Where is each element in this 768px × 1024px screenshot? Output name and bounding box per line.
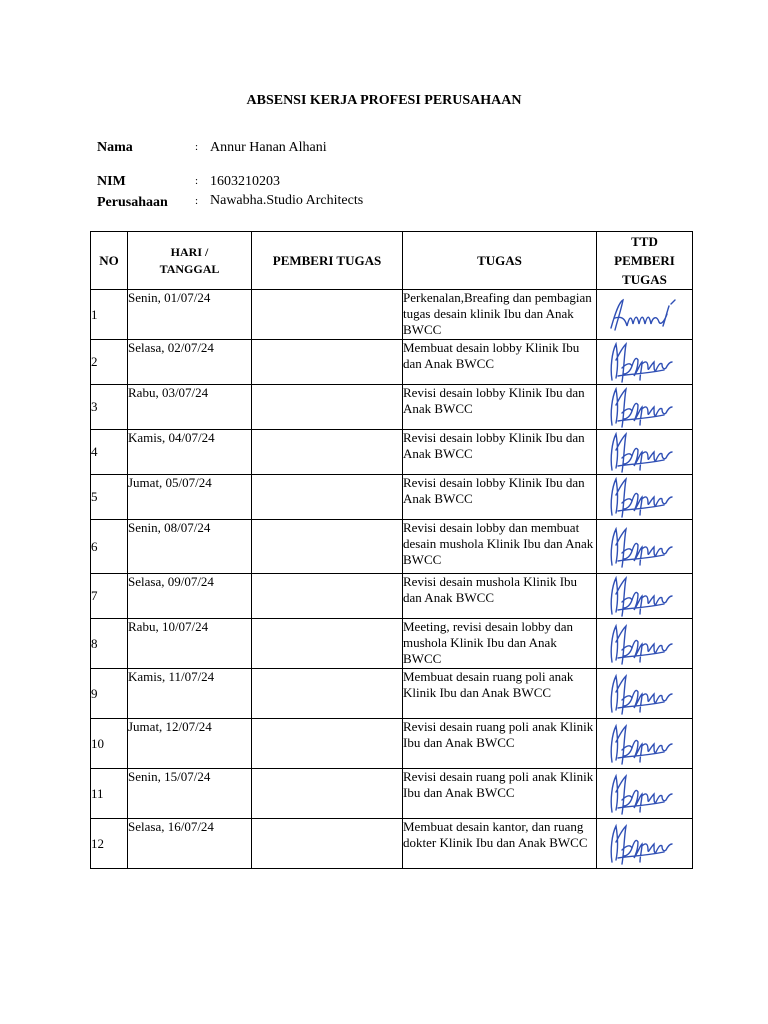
row-tugas: Membuat desain kantor, dan ruang dokter Klinik Ibu dan Anak BWCC xyxy=(403,819,597,869)
row-pemberi-tugas xyxy=(252,520,403,574)
row-no: 5 xyxy=(91,475,128,520)
nama-label: Nama xyxy=(97,140,133,155)
row-no: 4 xyxy=(91,430,128,475)
row-pemberi-tugas xyxy=(252,430,403,475)
table-row xyxy=(91,385,693,430)
signature-icon xyxy=(604,574,686,618)
row-pemberi-tugas xyxy=(252,290,403,340)
perusahaan-label: Perusahaan xyxy=(97,195,168,210)
signature-icon xyxy=(604,340,686,384)
row-hari-tanggal: Selasa, 09/07/24 xyxy=(128,574,252,619)
row-ttd-signature xyxy=(597,475,693,520)
row-hari-tanggal: Senin, 01/07/24 xyxy=(128,290,252,340)
row-tugas: Meeting, revisi desain lobby dan mushola Klinik Ibu dan Anak BWCC xyxy=(403,619,597,669)
row-hari-tanggal: Jumat, 12/07/24 xyxy=(128,719,252,769)
table-row xyxy=(91,769,693,819)
table-row xyxy=(91,574,693,619)
row-no: 2 xyxy=(91,340,128,385)
row-pemberi-tugas xyxy=(252,669,403,719)
header-no: NO xyxy=(91,232,128,290)
signature-icon xyxy=(604,475,686,519)
row-ttd-signature xyxy=(597,669,693,719)
row-no: 3 xyxy=(91,385,128,430)
row-ttd-signature xyxy=(597,769,693,819)
row-pemberi-tugas xyxy=(252,819,403,869)
row-hari-tanggal: Kamis, 11/07/24 xyxy=(128,669,252,719)
perusahaan-value: Nawabha.Studio Architects xyxy=(210,193,364,208)
row-hari-tanggal: Rabu, 10/07/24 xyxy=(128,619,252,669)
row-no: 8 xyxy=(91,619,128,669)
table-row xyxy=(91,430,693,475)
header-tanggal-line: TANGGAL xyxy=(159,261,220,276)
nim-value: 1603210203 xyxy=(210,174,280,189)
page-title: ABSENSI KERJA PROFESI PERUSAHAAN xyxy=(246,93,522,108)
row-pemberi-tugas xyxy=(252,385,403,430)
row-ttd-signature xyxy=(597,290,693,340)
row-tugas: Revisi desain mushola Klinik Ibu dan Anak BWCC xyxy=(403,574,597,619)
row-no: 6 xyxy=(91,520,128,574)
table-row xyxy=(91,819,693,869)
row-tugas: Revisi desain lobby Klinik Ibu dan Anak BWCC xyxy=(403,430,597,475)
header-hari-line: HARI / xyxy=(170,244,209,259)
signature-icon xyxy=(604,722,686,766)
row-no: 10 xyxy=(91,719,128,769)
row-hari-tanggal: Kamis, 04/07/24 xyxy=(128,430,252,475)
signature-icon xyxy=(604,430,686,474)
row-ttd-signature xyxy=(597,385,693,430)
header-ttd xyxy=(597,232,693,290)
nama-value: Annur Hanan Alhani xyxy=(210,140,327,155)
row-hari-tanggal: Senin, 08/07/24 xyxy=(128,520,252,574)
row-no: 9 xyxy=(91,669,128,719)
header-pemberi-tugas: PEMBERI TUGAS xyxy=(252,232,403,290)
row-no: 1 xyxy=(91,290,128,340)
row-no: 7 xyxy=(91,574,128,619)
row-ttd-signature xyxy=(597,819,693,869)
header-ttd-line2: PEMBERI xyxy=(614,253,675,268)
row-tugas: Revisi desain ruang poli anak Klinik Ibu dan Anak BWCC xyxy=(403,769,597,819)
row-tugas: Revisi desain lobby Klinik Ibu dan Anak BWCC xyxy=(403,385,597,430)
row-no: 12 xyxy=(91,819,128,869)
table-row xyxy=(91,520,693,574)
row-ttd-signature xyxy=(597,574,693,619)
row-pemberi-tugas xyxy=(252,769,403,819)
row-ttd-signature xyxy=(597,340,693,385)
row-pemberi-tugas xyxy=(252,340,403,385)
row-tugas: Revisi desain lobby Klinik Ibu dan Anak BWCC xyxy=(403,475,597,520)
header-tugas: TUGAS xyxy=(403,232,597,290)
signature-icon xyxy=(604,672,686,716)
row-tugas: Revisi desain lobby dan membuat desain mushola Klinik Ibu dan Anak BWCC xyxy=(403,520,597,574)
row-hari-tanggal: Selasa, 02/07/24 xyxy=(128,340,252,385)
row-tugas: Membuat desain lobby Klinik Ibu dan Anak BWCC xyxy=(403,340,597,385)
row-pemberi-tugas xyxy=(252,719,403,769)
table-row xyxy=(91,475,693,520)
table-row xyxy=(91,340,693,385)
signature-icon xyxy=(604,772,686,816)
attendance-table xyxy=(90,231,693,869)
header-hari-tanggal xyxy=(128,232,252,290)
row-ttd-signature xyxy=(597,719,693,769)
row-pemberi-tugas xyxy=(252,574,403,619)
row-pemberi-tugas xyxy=(252,619,403,669)
row-hari-tanggal: Rabu, 03/07/24 xyxy=(128,385,252,430)
table-row xyxy=(91,719,693,769)
table-row xyxy=(91,669,693,719)
row-tugas: Membuat desain ruang poli anak Klinik Ibu dan Anak BWCC xyxy=(403,669,597,719)
table-header-row xyxy=(91,232,693,290)
row-tugas: Perkenalan,Breafing dan pembagian tugas desain klinik Ibu dan Anak BWCC xyxy=(403,290,597,340)
signature-icon xyxy=(604,385,686,429)
row-ttd-signature xyxy=(597,619,693,669)
table-row xyxy=(91,619,693,669)
table-row xyxy=(91,290,693,340)
signature-icon xyxy=(604,525,686,569)
row-pemberi-tugas xyxy=(252,475,403,520)
row-hari-tanggal: Selasa, 16/07/24 xyxy=(128,819,252,869)
row-no: 11 xyxy=(91,769,128,819)
signature-icon xyxy=(604,622,686,666)
nim-label: NIM xyxy=(97,174,126,189)
signature-icon xyxy=(605,296,685,334)
row-ttd-signature xyxy=(597,520,693,574)
header-ttd-line3: TUGAS xyxy=(622,272,667,287)
row-hari-tanggal: Senin, 15/07/24 xyxy=(128,769,252,819)
row-ttd-signature xyxy=(597,430,693,475)
signature-icon xyxy=(604,822,686,866)
row-hari-tanggal: Jumat, 05/07/24 xyxy=(128,475,252,520)
row-tugas: Revisi desain ruang poli anak Klinik Ibu dan Anak BWCC xyxy=(403,719,597,769)
header-ttd-line1: TTD xyxy=(631,234,658,249)
perusahaan-colon: : xyxy=(195,195,199,207)
nim-colon: : xyxy=(195,175,199,187)
nama-colon: : xyxy=(195,141,199,153)
